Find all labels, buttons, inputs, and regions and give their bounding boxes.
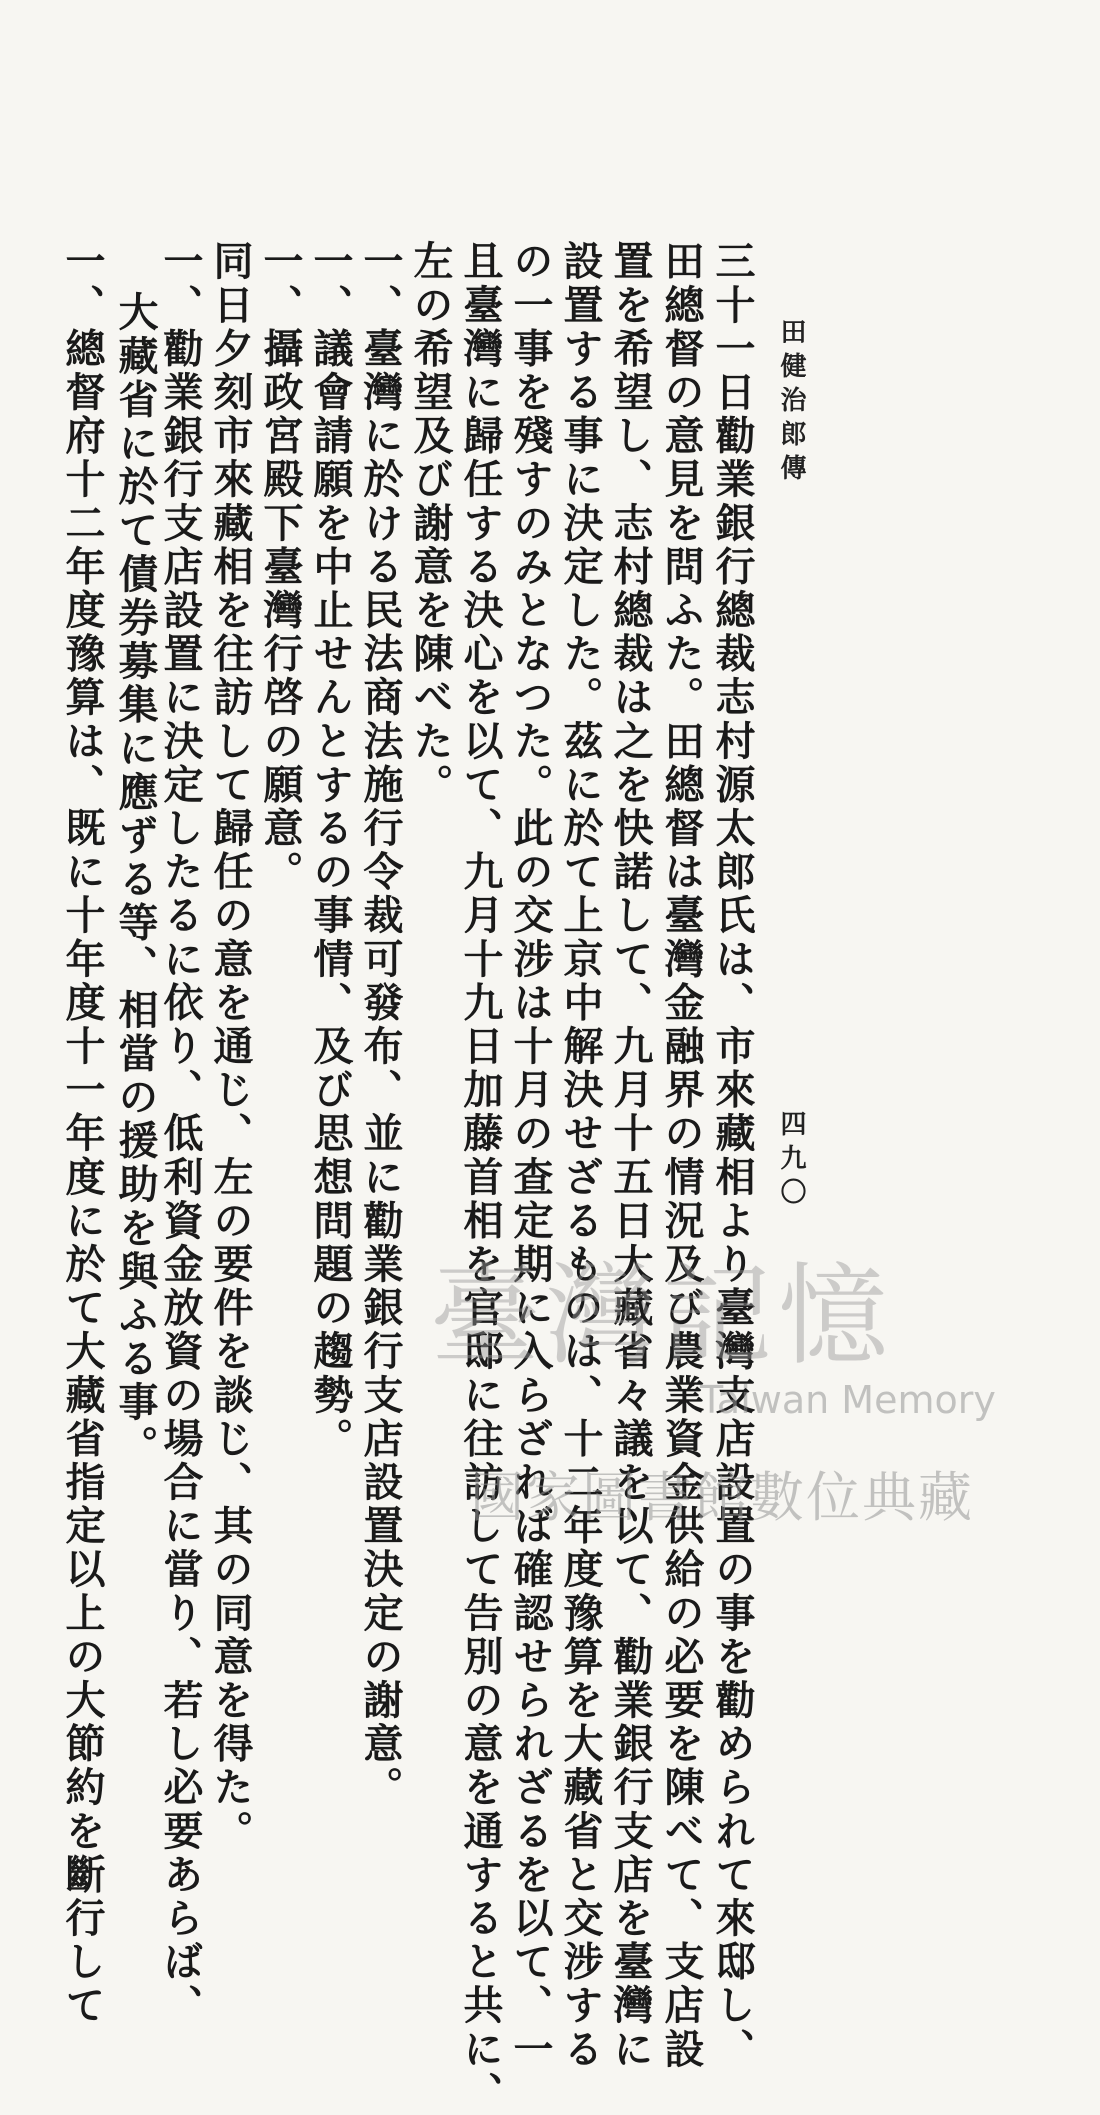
page-number: 四九〇	[776, 1110, 806, 1212]
text-column-4: 設置する事に決定した。茲に於て上京中解決せざるものは、十二年度豫算を大藏省と交涉する	[557, 240, 604, 2072]
text-column-6: 且臺灣に歸任する決心を以て、九月十九日加藤首相を官邸に往訪して告別の意を通すると共に、	[457, 240, 504, 2115]
text-column-1: 三十一日勸業銀行總裁志村源太郎氏は、市來藏相より臺灣支店設置の事を勸められて來邸し、	[709, 240, 756, 2072]
running-title: 田健治郎傳	[776, 318, 806, 488]
watermark-library: 國家圖書館數位典藏	[470, 1466, 974, 1529]
list-item-5: 一、總督府十二年度豫算は、既に十年度十一年度に於て大藏省指定以上の大節約を斷行して	[59, 240, 106, 2028]
text-column-7: 左の希望及び謝意を陳べた。	[407, 240, 454, 807]
watermark-english: Taiwan Memory	[700, 1378, 996, 1422]
text-column-11: 同日夕刻市來藏相を往訪して歸任の意を通じ、左の要件を談じ、其の同意を得た。	[207, 240, 254, 1854]
text-column-2: 田總督の意見を問ふた。田總督は臺灣金融界の情況及び農業資金供給の必要を陳べて、支店設	[658, 240, 705, 2072]
text-column-3: 置を希望し、志村總裁は之を快諾して、九月十五日大藏省々議を以て、勸業銀行支店を臺灣に	[607, 240, 654, 2072]
list-item-1: 一、臺灣に於ける民法商法施行令裁可發布、並に勸業銀行支店設置決定の謝意。	[357, 240, 404, 1810]
list-item-2: 一、議會請願を中止せんとするの事情、及び思想問題の趨勢。	[307, 240, 354, 1461]
list-item-4: 一、勸業銀行支店設置に決定したるに依り、低利資金放資の場合に當り、若し必要あらば、	[157, 240, 204, 2028]
list-item-4-continued: 大藏省に於て債券募集に應ずる等、相當の援助を與ふる事。	[112, 291, 159, 1469]
text-column-5: の一事を殘すのみとなつた。此の交涉は十月の查定期に入らざれば確認せられざるを以て、一	[507, 240, 554, 2072]
watermark-logo: 臺灣記憶	[430, 1252, 894, 1380]
list-item-3: 一、攝政宮殿下臺灣行啓の願意。	[257, 240, 304, 894]
